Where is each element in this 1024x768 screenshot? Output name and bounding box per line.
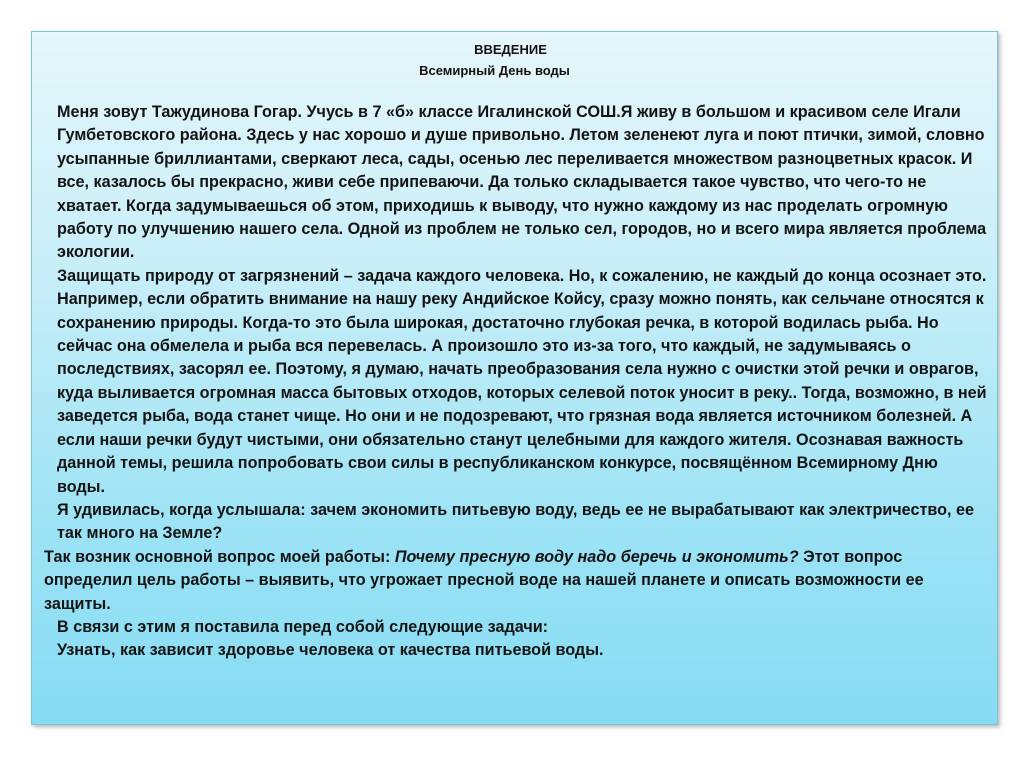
slide-subtitle: Всемирный День воды [419, 63, 570, 78]
body-text [44, 101, 990, 663]
slide-title: ВВЕДЕНИЕ [474, 42, 547, 57]
main-question-lead: Так возник основной вопрос моей работы: [44, 547, 395, 566]
main-question-goal: Этот вопрос определил цель работы – выявить, что угрожает пресной воде на нашей планете и описать возможности ее защиты. [44, 547, 924, 613]
paragraph-intro: Меня зовут Тажудинова Гогар. Учусь в 7 «б» классе Игалинской СОШ.Я живу в большом и красивом селе Игали Гумбетовского района. Здесь у нас хорошо и душе привольно. Летом зеленеют луга и поют птички, зимой, словно усыпанные бриллиантами, сверкают леса, сады, осенью лес переливается множеством разноцветных красок. И все, казалось бы прекрасно, живи себе припеваючи. Да только складывается такое чувство, что чего-то не хватает. Когда задумываешься об этом, приходишь к выводу, что нужно каждому из нас проделать огромную работу по улучшению нашего села. Одной из проблем не только сел, городов, но и всего мира является проблема экологии. [57, 103, 987, 262]
paragraph-task-one: Узнать, как зависит здоровье человека от качества питьевой воды. [57, 641, 604, 660]
paragraph-main-question [44, 546, 990, 616]
slide [31, 31, 998, 725]
paragraph-tasks: В связи с этим я поставила перед собой следующие задачи: [57, 617, 549, 636]
paragraph-surprise: Я удивилась, когда услышала: зачем экономить питьевую воду, ведь ее не вырабатывают как электричество, ее так много на Земле? [57, 500, 975, 543]
main-question-italic: Почему пресную воду надо беречь и экономить? [394, 547, 799, 566]
paragraph-nature: Защищать природу от загрязнений – задача каждого человека. Но, к сожалению, не каждый до конца осознает это. Например, если обратить внимание на нашу реку Андийское Койсу, сразу можно понять, как сельчане относятся к сохранению природы. Когда-то это была широкая, достаточно глубокая речка, в которой водилась рыба. Но сейчас она обмелела и рыба вся перевелась. А произошло это из-за того, что каждый, не задумываясь о последствиях, засорял ее. Поэтому, я думаю, начать преобразования села нужно с очистки этой речки и оврагов, куда выливается огромная масса бытовых отходов, которых селевой поток уносит в реку.. Тогда, возможно, в ней заведется рыба, вода станет чище. Но они и не подозревают, что грязная вода является источником болезней. А если наши речки будут чистыми, они обязательно станут целебными для каждого жителя. Осознавая важность данной темы, решила попробовать свои силы в республиканском конкурсе, посвящённом Всемирному Дню воды. [57, 266, 987, 496]
